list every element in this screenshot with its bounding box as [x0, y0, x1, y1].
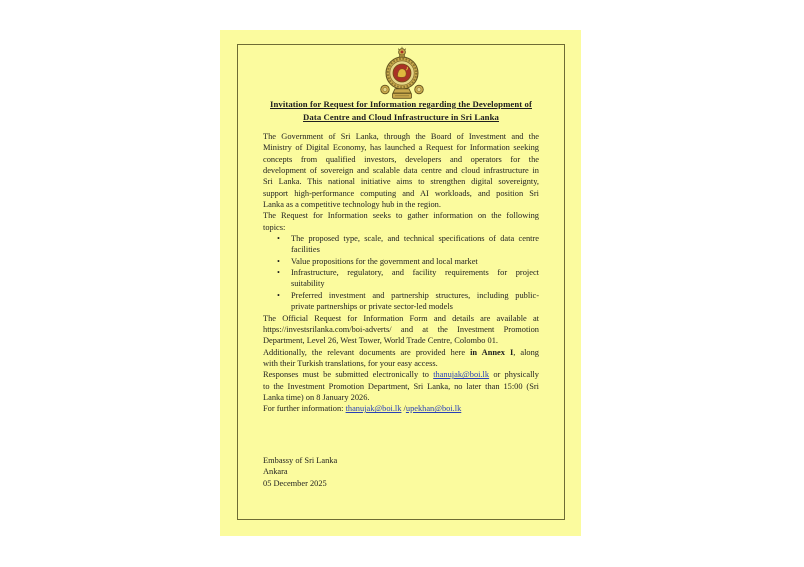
topics-intro-paragraph	[263, 210, 539, 233]
text-segment: Lanka time) on 8 January 2026.	[263, 392, 370, 402]
text-line	[263, 131, 539, 142]
text-line	[263, 165, 539, 176]
text-segment: private partnerships or private sector-led models	[291, 302, 453, 312]
text-segment: /	[401, 404, 406, 414]
text-segment: The Government of Sri Lanka, through the Board of Investment and the	[263, 132, 539, 141]
bullet-icon: •	[277, 290, 280, 300]
text-segment: suitability	[291, 279, 325, 289]
signature-block	[263, 455, 539, 489]
text-segment: https://investsrilanka.com/boi-adverts/ and at the Investment Promotion	[263, 324, 539, 334]
text-segment: concepts from qualified investors, developers and operators for the	[263, 154, 539, 164]
text-segment: Additionally, the relevant documents are provided here	[263, 347, 471, 357]
text-line	[263, 335, 539, 346]
text-line	[263, 210, 539, 221]
text-segment: The proposed type, scale, and technical specifications of data centre	[291, 234, 539, 244]
text-line	[263, 301, 539, 312]
text-segment: Responses must be submitted electronically to	[263, 370, 434, 380]
text-line	[263, 358, 539, 369]
text-line	[263, 403, 539, 414]
text-line	[263, 176, 539, 187]
text-segment: Infrastructure, regulatory, and facility requirements for project	[291, 268, 539, 278]
official-form-paragraph	[263, 313, 539, 347]
text-segment: The Official Request for Information Form and details are available at	[263, 313, 539, 323]
text-segment: to the Investment Promotion Department, Sri Lanka, no later than 15:00 (Sri	[263, 381, 539, 391]
email-link[interactable]: thanujak@boi.lk	[433, 370, 490, 380]
text-segment: Ministry of Digital Economy, has launched a Request for Information seeking	[263, 143, 539, 153]
text-segment: topics:	[263, 222, 286, 232]
contact-paragraph	[263, 403, 539, 414]
text-line	[263, 324, 539, 335]
text-line	[263, 313, 539, 324]
text-line	[263, 278, 539, 289]
sri-lanka-national-emblem-icon	[379, 46, 425, 102]
footer-organization: Embassy of Sri Lanka	[263, 456, 338, 465]
text-segment: Lanka as a competitive technology hub in the region.	[263, 200, 441, 210]
document-title	[263, 98, 539, 123]
email-link[interactable]: thanujak@boi.lk	[345, 404, 402, 414]
submission-paragraph	[263, 369, 539, 403]
text-line	[263, 233, 539, 244]
bullet-icon: •	[277, 256, 280, 266]
title-line-2: Data Centre and Cloud Infrastructure in Sri Lanka	[303, 111, 499, 122]
footer-date: 05 December 2025	[263, 478, 327, 488]
text-line	[263, 267, 539, 278]
text-line	[263, 347, 539, 358]
text-segment: in Annex I	[470, 347, 514, 357]
text-segment: Value propositions for the government and local market	[291, 256, 478, 266]
text-segment: support high-performance computing and AI workloads, and position Sri	[263, 188, 539, 198]
text-segment: Preferred investment and partnership structures, including public-	[291, 290, 539, 300]
text-line	[263, 244, 539, 255]
text-segment: Sri Lanka. This national initiative aims to strengthen digital sovereignty,	[263, 177, 539, 187]
text-segment: facilities	[291, 245, 320, 255]
text-line	[263, 142, 539, 153]
bullet-icon: •	[277, 234, 280, 244]
text-segment: , along	[513, 347, 539, 357]
text-segment: The Request for Information seeks to gather information on the following	[263, 211, 539, 221]
text-segment: with their Turkish translations, for your easy access.	[263, 358, 438, 368]
footer-city: Ankara	[263, 467, 288, 477]
text-line	[263, 256, 539, 267]
title-line-1: Invitation for Request for Information regarding the Development of	[270, 99, 532, 109]
text-line	[263, 188, 539, 199]
email-link[interactable]: upekhan@boi.lk	[405, 404, 462, 414]
text-segment: development of sovereign and scalable data centre and cloud infrastructure in	[263, 166, 539, 176]
document-body	[263, 131, 539, 415]
text-line	[263, 290, 539, 301]
text-line	[263, 154, 539, 165]
text-line	[263, 392, 539, 403]
text-line	[263, 369, 539, 380]
text-line	[263, 222, 539, 233]
topics-bullet-list	[263, 233, 539, 312]
text-line	[263, 199, 539, 210]
bullet-icon: •	[277, 268, 280, 278]
annex-paragraph	[263, 347, 539, 370]
text-segment: Department, Level 26, West Tower, World Trade Centre, Colombo 01.	[263, 336, 498, 346]
document-page	[220, 30, 581, 536]
text-segment: For further information:	[263, 404, 346, 414]
intro-paragraph	[263, 131, 539, 210]
text-segment: or physically	[489, 370, 539, 380]
text-line	[263, 381, 539, 392]
